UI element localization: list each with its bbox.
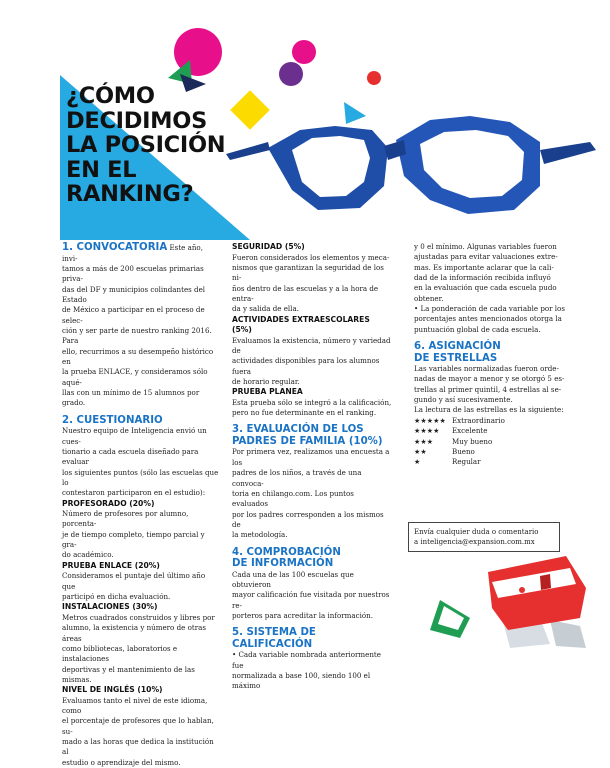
star-icon: ★★★ [414,436,434,446]
rating-row [414,457,574,467]
body-line: participó en dicha evaluación. [62,591,171,601]
section-heading: 1. CONVOCATORIA [62,242,168,253]
blue-paper-glasses-icon [226,116,596,214]
body-line: Por primera vez, realizamos una encuesta a los [232,447,390,467]
body-line: do académico. [62,550,114,560]
subsection-heading: PROFESORADO (20%) [62,498,155,508]
rating-row [414,426,574,436]
section-heading: 6. ASIGNACIÓN [414,341,501,353]
section-heading: PADRES DE FAMILIA (10%) [232,435,383,447]
page-title [66,84,266,207]
body-line: Fueron considerados los elementos y meca- [232,252,390,262]
body-line: Evaluamos la existencia, número y variedad de [232,335,391,355]
star-icon: ★★ [414,446,427,456]
body-line: contestaron participaron en el estudio): [62,488,206,498]
section-heading: 4. COMPROBACIÓN [232,546,341,558]
body-line: da y salida de ella. [232,304,299,314]
section-heading: 2. CUESTIONARIO [62,414,163,426]
body-line: das del DF y municipios colindantes del Estado [62,284,206,304]
body-line: ello, recurrimos a su desempeño histórico en [62,346,214,366]
body-line: trellas al primer quintil, 4 estrellas al se- [414,384,562,394]
body-line: puntuación global de cada escuela. [414,324,541,334]
body-line: ños dentro de las escuelas y a la hora de entra- [232,283,379,303]
rating-row [414,437,574,447]
body-line: La lectura de las estrellas es la siguiente: [414,405,564,415]
body-line: actividades disponibles para los alumnos fuera [232,356,380,376]
body-line: la prueba ENLACE, y consideramos sólo aqué- [62,367,208,387]
sharpener-illustration [400,548,610,652]
body-line: Número de profesores por alumno, porcenta- [62,509,189,529]
rating-row [414,447,574,457]
body-line: la metodología. [232,530,288,540]
subsection-heading: PRUEBA ENLACE (20%) [62,560,160,570]
subsection-heading: NIVEL DE INGLÉS (10%) [62,685,163,695]
column-2 [232,242,392,692]
star-icon: ★★★★ [414,426,440,436]
body-line: gundo y así sucesivamente. [414,395,513,405]
column-3 [414,242,574,468]
body-line: mayor calificación fue visitada por nuestros re- [232,590,390,610]
body-line: y 0 el mínimo. Algunas variables fueron [414,242,557,251]
red-pencil-sharpener-icon [488,556,586,630]
rating-label: Muy bueno [452,436,493,446]
body-line: los siguientes puntos (sólo las escuelas que lo [62,467,219,487]
title-line: DECIDIMOS [66,107,208,134]
magenta-circle-small [292,40,316,64]
body-line: padres de los niños, a través de una convoca- [232,468,362,488]
contact-line: Envía cualquier duda o comentario [414,528,539,536]
body-line: • Cada variable nombrada anteriormente fue [232,650,381,670]
body-line: normalizada a base 100, siendo 100 el máximo [232,670,371,691]
body-line: en la evaluación que cada escuela pudo [414,283,557,293]
body-line: Cada una de las 100 escuelas que obtuvieron [232,569,354,589]
body-line: porcentajes antes mencionados otorga la [414,314,562,324]
body-line: nadas de mayor a menor y se otorgó 5 es- [414,374,565,384]
body-line: Evaluamos tanto el nivel de este idioma, como [62,695,208,716]
section-evaluacion-padres [232,424,392,540]
title-line: LA POSICIÓN [66,132,226,158]
body-line: obtener. [414,293,444,303]
star-icon: ★ [414,457,421,467]
body-line: porteros para acreditar la información. [232,610,373,620]
body-line: nismos que garantizan la seguridad de los ni- [232,262,384,283]
body-line: pero no fue determinante en el ranking. [232,408,377,418]
body-line: mas. Es importante aclarar que la cali- [414,262,554,272]
body-line: deportivas y el mantenimiento de las mismas. [62,664,195,684]
subsection-heading: PRUEBA PLANEA [232,387,303,397]
body-line: alumno, la existencia y número de otras áreas [62,623,206,643]
body-line: • La ponderación de cada variable por los [414,304,565,314]
body-line: como bibliotecas, laboratorios e instalaciones [62,643,178,664]
rating-label: Bueno [452,446,475,456]
body-line: de horario regular. [232,376,300,386]
red-circle [367,71,381,85]
section-cuestionario [62,415,220,768]
body-line: toria en chilango.com. Los puntos evaluados [232,488,354,509]
section-heading: 5. SISTEMA DE [232,627,316,639]
star-icon: ★★★★★ [414,415,446,425]
body-line: llas con un mínimo de 15 alumnos por grado. [62,387,200,408]
body-line: Metros cuadrados construidos y libres por [62,612,215,622]
section-sistema-calificacion [232,627,392,691]
section-heading: CALIFICACIÓN [232,638,313,650]
body-line: ajustadas para evitar valuaciones extre- [414,252,558,262]
body-line: je de tiempo completo, tiempo parcial y gra- [62,529,205,550]
body-line: tionario a cada escuela diseñado para evaluar [62,446,199,467]
section-asignacion-estrellas [414,341,574,467]
title-line: ¿CÓMO [66,83,155,109]
body-line: el porcentaje de profesores que lo hablan, su- [62,716,214,736]
purple-circle [279,62,303,86]
section-heading: DE INFORMACIÓN [232,558,334,570]
body-line: de México a participar en el proceso de selec- [62,305,205,325]
column-1 [62,242,220,768]
body-line: dad de la información recibida influyó [414,273,551,283]
body-line: Esta prueba sólo se integró a la calificación, [232,397,392,407]
subsection-heading: INSTALACIONES (30%) [62,602,158,612]
body-text: Este año, invi- [62,243,203,263]
rating-label: Excelente [452,426,488,436]
subsection-heading: SEGURIDAD (5%) [232,242,305,251]
body-line: estudio o aprendizaje del mismo. [62,757,181,767]
body-line: tamos a más de 200 escuelas primarias priva- [62,263,204,284]
rating-label: Regular [452,457,481,467]
section-comprobacion [232,547,392,622]
section-convocatoria [62,242,220,409]
body-line: Las variables normalizadas fueron orde- [414,364,559,374]
cyan-small-triangle [344,102,366,124]
title-line: EN EL [66,156,137,183]
body-line: Consideramos el puntaje del último año que [62,571,206,591]
contact-email[interactable]: a inteligencia@expansion.com.mx [414,538,535,546]
subsection-heading: ACTIVIDADES EXTRAESCOLARES (5%) [232,314,370,335]
section-heading: DE ESTRELLAS [414,352,498,364]
body-line: ción y ser parte de nuestro ranking 2016. Para [62,325,212,346]
rating-row [414,416,574,426]
body-line: mado a las horas que dedica la institución al [62,737,214,757]
title-line: RANKING? [66,181,194,207]
rating-label: Extraordinario [452,415,505,425]
body-line: Nuestro equipo de Inteligencia envió un cues- [62,426,207,446]
section-heading: 3. EVALUACIÓN DE LOS [232,424,364,436]
body-line: por los padres corresponden a los mismos de [232,509,384,529]
